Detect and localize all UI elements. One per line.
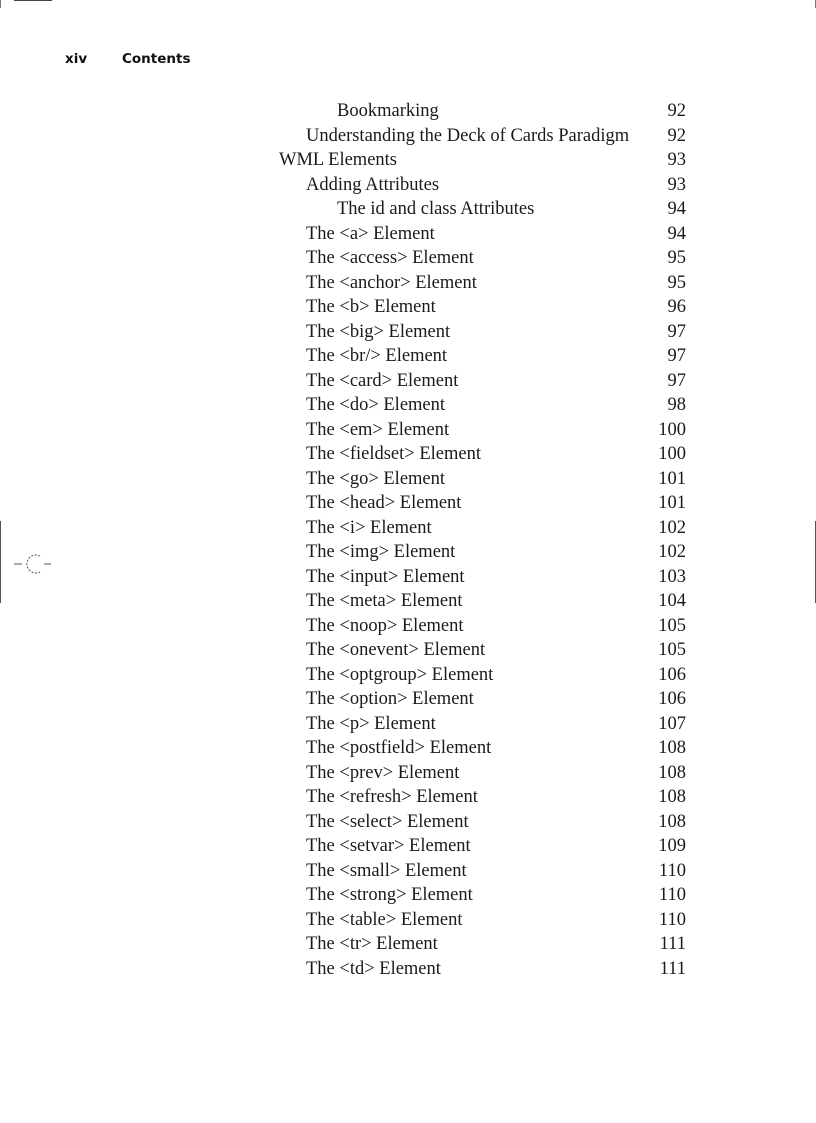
toc-entry-title: The <tr> Element [306,934,438,954]
toc-entry-title: The <input> Element [306,566,465,587]
toc-entry [279,565,686,590]
toc-entry-title: The <b> Element [306,297,436,317]
toc-entry-page: 97 [667,346,686,366]
toc-entry-page: 110 [658,909,686,930]
toc-entry [279,687,686,712]
toc-entry-page: 111 [659,958,686,979]
toc-entry [279,491,686,516]
toc-entry-page: 107 [658,713,686,734]
toc-entry-title: WML Elements [279,150,397,170]
toc-entry-page: 98 [667,395,686,415]
toc-entry-title: The <i> Element [306,517,432,538]
toc-entry-title: The <fieldset> Element [306,444,481,464]
top-crop-rule [14,0,52,1]
toc-entry-title: The <p> Element [306,713,436,734]
toc-entry-page: 108 [658,787,686,807]
toc-entry-title: The <optgroup> Element [306,664,494,685]
toc-entry-title: The id and class Attributes [337,199,535,219]
toc-entry-page: 111 [659,934,686,954]
toc-entry-page: 101 [658,493,686,513]
toc-entry-page: 92 [667,125,686,146]
toc-entry [279,834,686,859]
toc-entry-title: The <small> Element [306,860,467,881]
section-title: Contents [122,51,191,67]
toc-entry-title: Adding Attributes [306,174,440,195]
toc-entry-page: 95 [667,248,686,268]
toc-entry [279,99,686,124]
page-folio: xiv [65,51,88,67]
toc-entry [279,442,686,467]
toc-entry [279,883,686,908]
toc-entry-page: 109 [658,836,686,856]
toc-entry [279,589,686,614]
toc-entry-title: The <select> Element [306,811,469,832]
table-of-contents [279,99,686,981]
toc-entry-page: 95 [667,272,686,293]
toc-entry [279,785,686,810]
toc-entry [279,712,686,737]
toc-entry [279,761,686,786]
toc-entry-page: 93 [667,174,686,195]
toc-entry-title: The <access> Element [306,248,474,268]
toc-entry [279,467,686,492]
toc-entry-title: The <big> Element [306,321,451,342]
toc-entry-page: 94 [667,199,686,219]
toc-entry-page: 102 [658,542,686,562]
toc-entry-page: 110 [658,885,686,905]
toc-entry [279,197,686,222]
toc-entry-page: 104 [658,591,686,611]
toc-entry-page: 97 [667,370,686,391]
toc-entry-title: The <postfield> Element [306,738,492,758]
toc-entry-title: Bookmarking [337,101,439,121]
toc-entry-title: The <head> Element [306,493,462,513]
toc-entry-title: The <a> Element [306,223,435,244]
toc-entry-title: The <go> Element [306,468,446,489]
registration-mark-icon [14,552,54,576]
toc-entry-title: The <anchor> Element [306,272,477,293]
toc-entry-title: The <card> Element [306,370,459,391]
toc-entry [279,344,686,369]
running-header [65,51,191,67]
toc-entry [279,369,686,394]
toc-entry-title: The <onevent> Element [306,640,486,660]
toc-entry [279,124,686,149]
toc-entry-page: 108 [658,738,686,758]
toc-entry [279,932,686,957]
toc-entry-title: The <noop> Element [306,615,464,636]
toc-entry [279,859,686,884]
toc-entry [279,736,686,761]
toc-entry-page: 100 [658,444,686,464]
toc-entry-title: The <option> Element [306,689,474,709]
toc-entry-title: The <do> Element [306,395,446,415]
toc-entry-title: The <meta> Element [306,591,463,611]
toc-entry-title: The <em> Element [306,419,450,440]
toc-entry [279,810,686,835]
toc-entry-page: 108 [658,811,686,832]
toc-entry [279,393,686,418]
toc-entry [279,638,686,663]
toc-entry-page: 100 [658,419,686,440]
toc-entry-page: 92 [667,101,686,121]
toc-entry-page: 108 [658,762,686,783]
toc-entry [279,540,686,565]
toc-entry [279,173,686,198]
toc-entry-title: The <strong> Element [306,885,473,905]
toc-entry-page: 101 [658,468,686,489]
toc-entry-title: The <br/> Element [306,346,448,366]
toc-entry-page: 96 [667,297,686,317]
toc-entry-page: 93 [667,150,686,170]
toc-entry-title: The <table> Element [306,909,463,930]
toc-entry-title: The <td> Element [306,958,441,979]
toc-entry [279,516,686,541]
toc-entry-page: 106 [658,689,686,709]
toc-entry-title: The <refresh> Element [306,787,478,807]
toc-entry [279,148,686,173]
toc-entry [279,957,686,982]
toc-entry [279,614,686,639]
toc-entry-page: 94 [667,223,686,244]
toc-entry-page: 97 [667,321,686,342]
toc-entry [279,320,686,345]
toc-entry-page: 103 [658,566,686,587]
toc-entry-page: 110 [658,860,686,881]
toc-entry [279,663,686,688]
toc-entry [279,418,686,443]
toc-entry-page: 105 [658,640,686,660]
toc-entry-page: 105 [658,615,686,636]
toc-entry [279,271,686,296]
crop-mark-left [0,0,1,8]
toc-entry-title: The <prev> Element [306,762,460,783]
toc-entry [279,246,686,271]
toc-entry-title: Understanding the Deck of Cards Paradigm [306,125,630,146]
toc-entry-title: The <img> Element [306,542,456,562]
toc-entry [279,222,686,247]
toc-entry-page: 106 [658,664,686,685]
toc-entry-title: The <setvar> Element [306,836,471,856]
toc-entry [279,908,686,933]
toc-entry [279,295,686,320]
toc-entry-page: 102 [658,517,686,538]
left-trim-line [0,521,1,603]
